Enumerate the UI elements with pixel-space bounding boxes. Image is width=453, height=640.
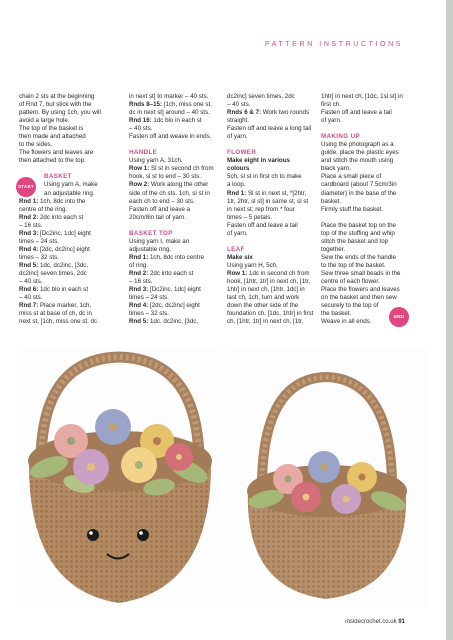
rnd-1 [19,198,107,214]
text-line: – 40 sts. [19,278,43,286]
text-line: Make eight in various [227,157,290,165]
text-line: times – 32 sts. [19,253,59,261]
making-up-text [321,141,409,213]
text-line: next st, [1ch, miss one st, dc [19,318,98,326]
text-line: Place the basket top on the [321,221,396,229]
text-line: Row 1: 1dc in second ch from [227,269,310,277]
top-continued [227,93,315,141]
text-line: Place the flowers and leaves [321,286,400,294]
text-line: – 40 sts. [227,101,251,109]
text-line: 5ch, sl st in first ch to make [227,173,302,181]
text-line: dc2inc] seven times, 2dc [19,269,87,277]
section-header: PATTERN INSTRUCTIONS [264,41,403,48]
text-line: Using yarn A, 31ch. [129,157,183,165]
text-line: stitch the basket and top [321,237,389,245]
text-line: and stitch the mouth using [321,157,394,165]
text-line: of Rnd 7, but stick with the [19,101,92,109]
text-line: Firmly stuff the basket. [321,205,384,213]
basket-photo-back [226,349,427,608]
rnd-4 [19,246,107,262]
rounds-continued [129,93,217,141]
text-line: a loop. [227,181,246,189]
text-line: hook, [1htr, 1tr] in next ch, [1tr, [227,277,311,285]
text-line: Using yarn I, make an [129,237,190,245]
text-line: – 16 sts. [129,277,153,285]
rnd-2 [19,214,107,230]
text-line: dc2inc] seven times, 2dc [227,93,295,100]
text-line: the basket. [321,310,352,318]
start-badge: START [16,177,36,197]
text-line: Rnd 7: Place marker, 1ch, [19,302,92,310]
handle-text [129,157,217,221]
text-line: miss st at base of ch, dc in [19,310,92,318]
text-line: an adjustable ring. [44,189,95,197]
text-line: Sew the ends of the handle [321,253,396,261]
column-1 [19,93,107,326]
text-line: in next st] to marker – 40 sts. [129,93,209,100]
flower-subheading [227,157,315,173]
text-line: Rnds 6 & 7: Work two rounds [227,109,310,117]
text-line: times – 32 sts. [129,310,169,318]
text-line: Rnd 16: 1dc blo in each st [129,117,202,125]
text-line: ch, [1htr, 1tr] in next ch, [1tr, [227,318,304,326]
text-line: Rnd 4: [2dc, dc2inc] eight [19,245,90,253]
text-line: chain 2 sts at the beginning [19,93,95,100]
text-line: 1htr] in next ch, [1htr, 1dc] in [227,286,305,294]
text-line: of yarn. [227,229,248,237]
text-line: times – 5 petals. [227,213,273,221]
text-line: pattern. By using 1ch, you will [19,109,101,117]
text-line: Fasten off and leave a tail [227,221,298,229]
text-line: Rnd 2: 2dc into each st [19,213,84,221]
column-3 [227,93,315,326]
text-line: Rnd 1: 1ch, 8dc into the [19,197,86,205]
text-line: 20cm/8in tail of yarn. [129,213,187,221]
text-line: Rnd 1: Sl st in next st, *[2htr, [227,189,307,197]
crochet-basket-image [226,349,427,608]
flower-text [227,173,315,237]
text-line: on the basket and then sew [321,294,397,302]
text-line: of yarn. [227,133,248,141]
end-badge: END [389,307,409,327]
text-line: foundation ch, [1dc, 1htr] in first [227,310,314,318]
text-line: Rnd 6: 1dc blo in each st [19,286,89,294]
text-line: side of the ch sts. 1ch, sl st in [129,189,210,197]
text-line: Rnd 1: 1ch, 8dc into centre [129,253,204,261]
text-line: – 40 sts. [129,125,153,133]
text-line: Sew three small beads in the [321,269,401,277]
basket-photo-front [19,349,220,608]
text-line: hook, sl st to end – 30 sts. [129,173,201,181]
leaf-subheading: Make six [227,253,253,261]
text-line: Weave in all ends. [321,318,372,326]
text-line: diameter) in the base of the [321,189,397,197]
text-line: Rnds 8–15: [1ch, miss one st, [129,101,212,109]
text-line: Fasten off and leave a [129,205,191,213]
text-line: adjustable ring. [129,245,171,253]
text-line: Row 1: Sl st in second ch from [129,165,214,173]
text-line: The top of the basket is [19,125,84,133]
text-line: times – 24 sts. [129,294,169,302]
rnd-5 [19,262,107,286]
text-line: 1tr, 2htr, sl st] in same st, sl st [227,197,309,205]
text-line: first ch. [321,101,341,109]
page-number: 91 [398,619,405,625]
text-line: basket. [321,197,341,205]
text-line: Rnd 5: 1dc, dc2inc, [3dc, [19,261,89,269]
text-line: Fasten off and leave a tail [321,109,392,117]
leaf-text [227,262,315,326]
text-line: in next st; rep from * four [227,205,295,213]
text-line: securely to the top of [321,302,379,310]
text-line: of yarn. [321,117,342,125]
text-line: Place a small piece of [321,173,382,181]
text-line: Row 2: Work along the other [129,181,209,189]
text-line: of ring. [129,261,148,269]
text-line: black yarn. [321,165,351,173]
leaf-heading: LEAF [227,245,245,253]
text-line: to the sides. [19,141,53,149]
column-4 [321,93,409,326]
text-line: last ch, 1ch, turn and work [227,294,300,302]
rnd-6 [19,286,107,302]
text-line: colours [227,165,250,173]
footer-site: insidecrochet.co.uk [345,619,397,625]
text-line: top of the stuffing and whip [321,229,395,237]
text-line: down the other side of the [227,302,299,310]
text-line: centre of each flower. [321,277,380,285]
text-line: avoid a large hole. [19,117,70,125]
rnd-7 [19,302,107,326]
text-line: straight. [227,117,250,125]
column-2 [129,93,217,326]
text-line: Using the photograph as a [321,141,394,149]
leaf-continued [321,93,409,125]
text-line: then attached to the top. [19,157,86,165]
crochet-basket-face-image [19,349,220,608]
text-line: – 16 sts. [19,221,43,229]
text-line: then made and attached [19,133,86,141]
intro-text [19,93,107,165]
text-line: Fasten off and leave a long tail [227,125,312,133]
text-line: Using yarn A, make [44,181,98,189]
text-line: Rnd 5: 1dc, dc2inc, [3dc, [129,318,199,326]
text-line: The flowers and leaves are [19,149,94,157]
text-line: together. [321,245,346,253]
text-line: centre of the ring. [19,205,68,213]
basket-heading: BASKET [44,173,72,181]
text-line: to the top of the basket. [321,261,386,269]
basket-top-text [129,238,217,327]
text-line: 1htr] in next ch, [1dc, 1sl st] in [321,93,403,100]
text-line: Rnd 3: [Dc2inc, 1dc] eight [129,286,201,294]
text-line: Using yarn H, 5ch. [227,261,278,269]
text-line: Fasten off and weave in ends. [129,133,212,141]
page-footer [345,619,405,625]
text-line: guide, place the plastic eyes [321,149,399,157]
text-line: Rnd 2: 2dc into each st [129,269,194,277]
flower-heading: FLOWER [227,149,257,157]
handle-heading: HANDLE [129,149,158,157]
text-line: – 40 sts. [19,294,43,302]
text-line: each ch to end – 30 sts. [129,197,195,205]
text-line: dc in next st] around – 40 sts. [129,109,210,117]
text-line: Rnd 3: [Dc2inc, 1dc] eight [19,229,91,237]
basket-top-heading: BASKET TOP [129,229,173,237]
making-up-heading: MAKING UP [321,133,361,141]
text-line: Rnd 4: [2dc, dc2inc] eight [129,302,200,310]
text-line: cardboard (about 7.5cm/3in [321,181,397,189]
rnd-3 [19,230,107,246]
text-line: times – 24 sts. [19,237,59,245]
